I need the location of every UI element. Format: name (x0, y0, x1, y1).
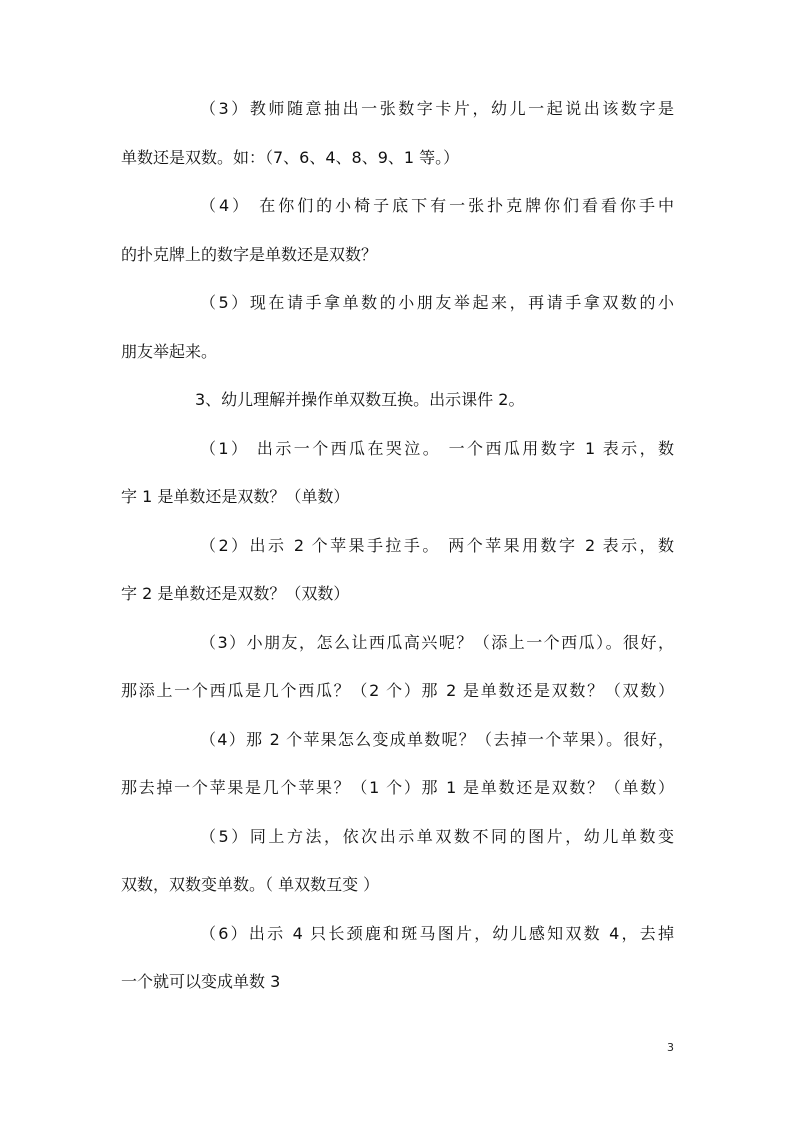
paragraph-2-apples-line-2: 字 2 是单数还是双数？（双数） (121, 584, 350, 603)
paragraph-4-remove-apple-line-2: 那去掉一个苹果是几个苹果？（1 个）那 1 是单数还是双数？（单数） (121, 778, 674, 797)
paragraph-2-apples-line-1: （2）出示 2 个苹果手拉手。 两个苹果用数字 2 表示，数 (200, 536, 674, 555)
paragraph-4-poker-card-line-2: 的扑克牌上的数字是单数还是双数？ (121, 245, 378, 264)
paragraph-3-teacher-card-line-1: （3）教师随意抽出一张数字卡片，幼儿一起说出该数字是 (200, 99, 674, 118)
paragraph-5-same-method-line-2: 双数，双数变单数。（ 单双数互变 ） (121, 875, 380, 894)
paragraph-6-giraffes-zebras-line-1: （6）出示 4 只长颈鹿和斑马图片，幼儿感知双数 4，去掉 (200, 924, 674, 943)
paragraph-1-watermelon-line-2: 字 1 是单数还是双数？（单数） (121, 487, 350, 506)
paragraph-1-watermelon-line-1: （1） 出示一个西瓜在哭泣。 一个西瓜用数字 1 表示，数 (200, 439, 674, 458)
paragraph-4-remove-apple-line-1: （4）那 2 个苹果怎么变成单数呢？（去掉一个苹果）。很好， (200, 730, 674, 749)
page-number: 3 (667, 1041, 674, 1054)
paragraph-5-same-method-line-1: （5）同上方法，依次出示单双数不同的图片，幼儿单数变 (200, 827, 674, 846)
section-3-heading: 3、幼儿理解并操作单双数互换。出示课件 2。 (195, 390, 525, 409)
paragraph-3-make-watermelon-happy-line-2: 那添上一个西瓜是几个西瓜？（2 个）那 2 是单数还是双数？（双数） (121, 681, 674, 700)
paragraph-6-giraffes-zebras-line-2: 一个就可以变成单数 3 (121, 972, 281, 991)
paragraph-4-poker-card-line-1: （4） 在你们的小椅子底下有一张扑克牌你们看看你手中 (200, 196, 674, 215)
paragraph-5-raise-hands-line-1: （5）现在请手拿单数的小朋友举起来，再请手拿双数的小 (200, 293, 674, 312)
paragraph-3-make-watermelon-happy-line-1: （3）小朋友，怎么让西瓜高兴呢？（添上一个西瓜）。很好， (200, 633, 674, 652)
paragraph-5-raise-hands-line-2: 朋友举起来。 (121, 342, 218, 361)
paragraph-3-teacher-card-line-2: 单数还是双数。如：（7、6、4、8、9、1 等。） (121, 148, 460, 167)
